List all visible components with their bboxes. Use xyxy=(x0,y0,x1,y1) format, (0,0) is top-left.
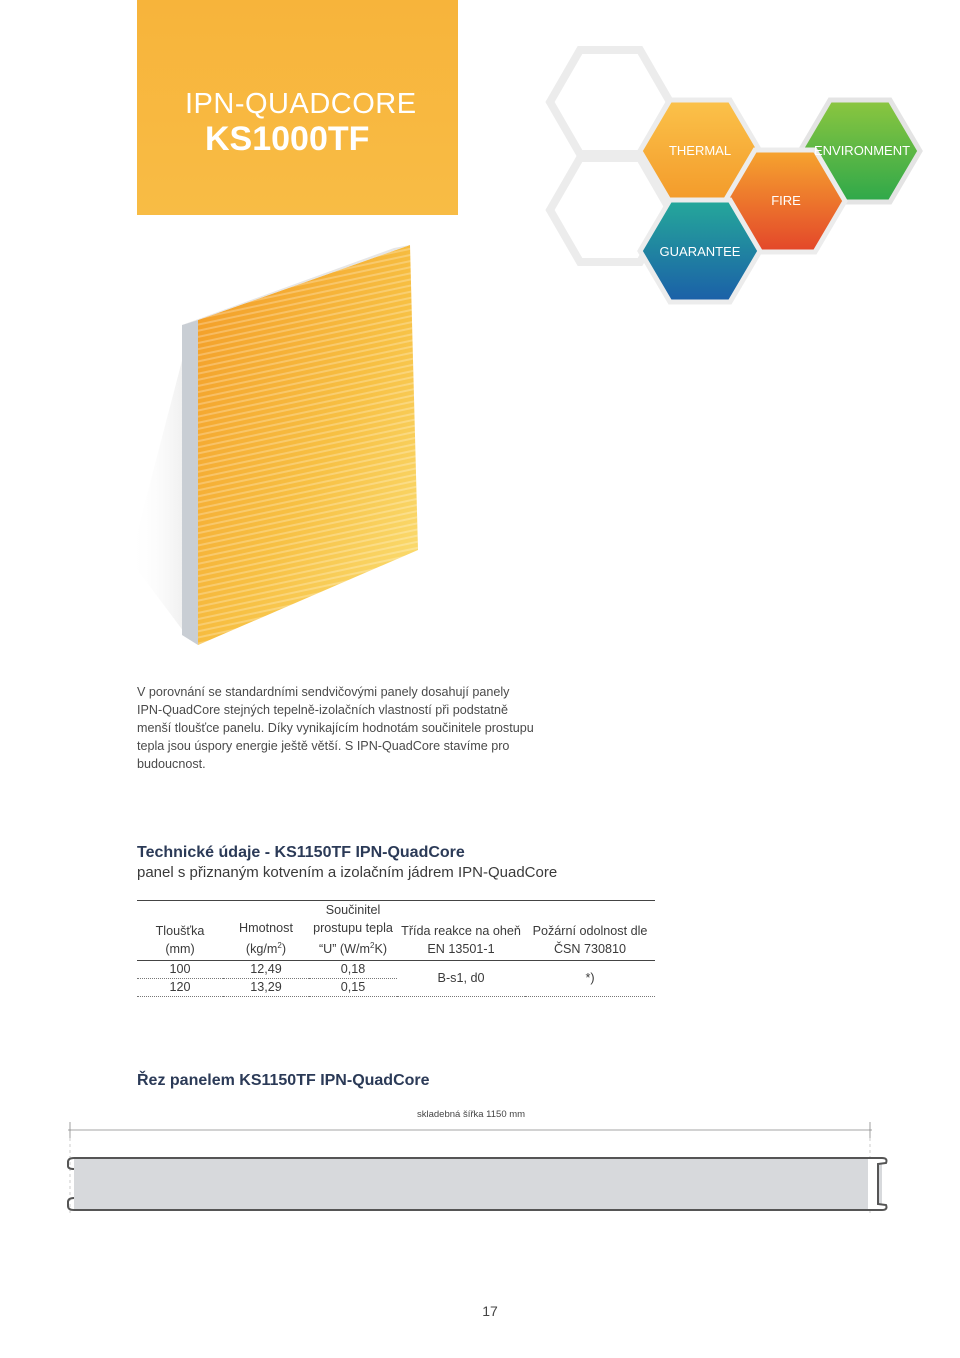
header-fire-resistance: Požární odolnost dle ČSN 730810 xyxy=(532,924,648,957)
header-u-value: Součinitel prostupu tepla “U” $(W/m^2K)$ xyxy=(313,903,393,957)
technical-heading: Technické údaje - KS1150TF IPN-QuadCore xyxy=(137,844,465,861)
fire-label: FIRE xyxy=(771,193,801,208)
cell-thickness: 120 xyxy=(137,979,223,997)
product-model-title: KS1000TF xyxy=(205,120,370,158)
panel-ribs xyxy=(198,245,418,645)
title-block xyxy=(137,0,458,215)
cell-u-value: 0,18 xyxy=(309,961,397,979)
spec-table xyxy=(137,900,655,997)
feature-hexagons xyxy=(540,40,940,310)
right-joint xyxy=(868,1158,887,1210)
cell-fire-reaction: B-s1, d0 xyxy=(397,961,525,997)
guarantee-label: GUARANTEE xyxy=(659,244,741,259)
table-row xyxy=(137,961,655,979)
product-series-title: IPN-QUADCORE xyxy=(185,88,417,120)
panel-illustration xyxy=(120,240,440,650)
cell-weight: 13,29 xyxy=(223,979,309,997)
table-header-row xyxy=(137,901,655,961)
section-heading: Řez panelem KS1150TF IPN-QuadCore xyxy=(137,1072,430,1089)
technical-subheading: panel s přiznaným kotvením a izolačním jádrem IPN-QuadCore xyxy=(137,864,558,881)
page-number: 17 xyxy=(482,1303,498,1319)
header-weight: Hmotnost $(kg/m^2)$ xyxy=(239,921,293,957)
cell-u-value: 0,15 xyxy=(309,979,397,997)
panel-shadow xyxy=(130,330,190,640)
thermal-label: THERMAL xyxy=(668,143,732,158)
cell-thickness: 100 xyxy=(137,961,223,979)
left-joint xyxy=(68,1158,74,1210)
panel-core xyxy=(74,1158,882,1210)
panel-edge xyxy=(182,320,198,645)
header-fire-reaction: Třída reakce na oheň EN 13501-1 xyxy=(401,924,521,957)
cell-fire-resistance: *) xyxy=(525,961,655,997)
header-thickness: Tloušťka (mm) xyxy=(155,924,205,957)
panel-cross-section xyxy=(60,1118,900,1218)
environment-label: ENVIRONMENT xyxy=(813,143,911,158)
product-description: V porovnání se standardními sendvičovými panely dosahují panely IPN-QuadCore stejných tepelně-izolačních vlastností při podstatně menší tloušťce panelu. Díky vynikajícím hodnotám součinitele prostupu tepla jsou úspory energie ještě větší. S IPN-QuadCore stavíme pro budoucnost. xyxy=(137,685,534,771)
cell-weight: 12,49 xyxy=(223,961,309,979)
dimension-label: skladebná šířka 1150 mm xyxy=(417,1109,526,1120)
